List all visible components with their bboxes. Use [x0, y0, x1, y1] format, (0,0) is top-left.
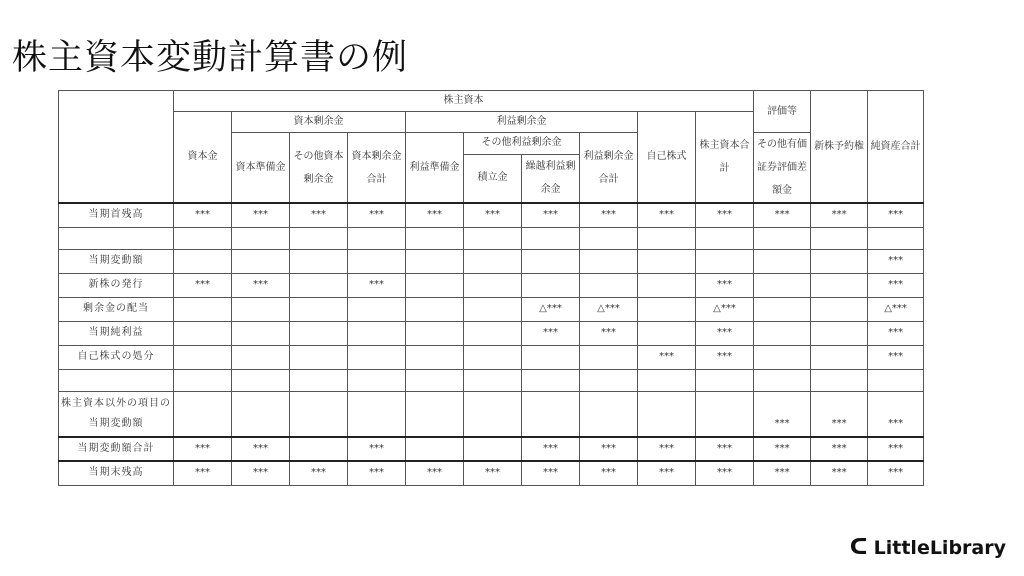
table-cell: *** — [754, 391, 811, 437]
table-cell — [638, 321, 696, 345]
table-cell — [696, 249, 754, 273]
table-body — [59, 203, 924, 485]
header-other-retained: その他利益剰余金 — [464, 133, 580, 155]
row-label: 当期変動額合計 — [59, 437, 174, 461]
table-cell — [406, 345, 464, 369]
table-row — [59, 437, 924, 461]
table-cell: *** — [232, 461, 290, 485]
table-cell: *** — [232, 203, 290, 227]
table-cell — [174, 297, 232, 321]
table-cell — [406, 297, 464, 321]
table-cell — [232, 227, 290, 249]
table-cell: *** — [580, 461, 638, 485]
table-cell — [811, 273, 868, 297]
table-row — [59, 203, 924, 227]
row-label: 当期末残高 — [59, 461, 174, 485]
table-cell: *** — [174, 461, 232, 485]
table-cell — [580, 391, 638, 437]
header-corner-cell — [59, 91, 174, 204]
table-cell — [522, 369, 580, 391]
table-cell — [754, 321, 811, 345]
table-cell: *** — [696, 345, 754, 369]
table-cell — [754, 273, 811, 297]
table-cell — [580, 227, 638, 249]
table-row — [59, 297, 924, 321]
table-cell — [290, 391, 348, 437]
table-cell: *** — [811, 437, 868, 461]
table-cell — [464, 297, 522, 321]
table-cell — [290, 437, 348, 461]
table-cell — [406, 391, 464, 437]
table-row — [59, 461, 924, 485]
table-cell — [174, 249, 232, 273]
table-cell: *** — [638, 345, 696, 369]
table-cell: *** — [868, 345, 924, 369]
table-cell: *** — [811, 203, 868, 227]
table-cell — [290, 297, 348, 321]
table-cell: *** — [580, 437, 638, 461]
table-cell — [754, 369, 811, 391]
header-equity-total: 株主資本合計 — [696, 112, 754, 204]
table-cell: *** — [290, 461, 348, 485]
table-cell — [348, 249, 406, 273]
row-label: 当期純利益 — [59, 321, 174, 345]
table-cell: *** — [232, 437, 290, 461]
table-cell — [290, 273, 348, 297]
table-cell — [174, 227, 232, 249]
table-cell: *** — [696, 321, 754, 345]
table-cell — [811, 297, 868, 321]
table-cell — [638, 297, 696, 321]
table-cell: *** — [811, 461, 868, 485]
table-cell: *** — [868, 461, 924, 485]
table-cell — [811, 321, 868, 345]
table-cell — [290, 249, 348, 273]
row-label: 当期変動額 — [59, 249, 174, 273]
table-row — [59, 273, 924, 297]
table-cell — [406, 369, 464, 391]
table-cell: *** — [464, 461, 522, 485]
row-label — [59, 227, 174, 249]
table-cell — [811, 249, 868, 273]
table-cell — [580, 345, 638, 369]
header-retained-carried: 繰越利益剰余金 — [522, 154, 580, 203]
table-cell: *** — [290, 203, 348, 227]
table-cell: *** — [696, 461, 754, 485]
table-cell: *** — [348, 203, 406, 227]
header-voluntary-reserve: 積立金 — [464, 154, 522, 203]
table-cell — [522, 249, 580, 273]
header-legal-reserve: 利益準備金 — [406, 133, 464, 204]
table-cell: *** — [174, 273, 232, 297]
table-cell — [464, 249, 522, 273]
table-cell — [580, 249, 638, 273]
table-cell: *** — [580, 321, 638, 345]
table-cell — [290, 369, 348, 391]
row-label: 当期首残高 — [59, 203, 174, 227]
row-label — [59, 369, 174, 391]
table-cell — [868, 369, 924, 391]
littlelibrary-logo — [850, 535, 1006, 560]
table-cell — [811, 345, 868, 369]
header-net-assets: 純資産合計 — [868, 91, 924, 204]
table-cell — [811, 227, 868, 249]
table-cell — [696, 227, 754, 249]
table-cell: △*** — [580, 297, 638, 321]
table-cell: *** — [174, 203, 232, 227]
table-cell: *** — [754, 203, 811, 227]
header-stock-options: 新株予約権 — [811, 91, 868, 204]
table-cell — [406, 437, 464, 461]
table-row — [59, 345, 924, 369]
row-label: 株主資本以外の項目の当期変動額 — [59, 391, 174, 437]
table-cell — [348, 297, 406, 321]
table-cell: *** — [522, 461, 580, 485]
table-cell — [232, 345, 290, 369]
table-row — [59, 249, 924, 273]
header-valuation: 評価等 — [754, 91, 811, 133]
table-cell: *** — [696, 203, 754, 227]
table-cell — [638, 249, 696, 273]
table-cell — [754, 249, 811, 273]
table-cell — [464, 273, 522, 297]
table-cell — [522, 345, 580, 369]
header-capital-reserve: 資本準備金 — [232, 133, 290, 204]
table-cell — [232, 369, 290, 391]
table-cell — [522, 273, 580, 297]
table-cell: *** — [232, 273, 290, 297]
table-cell — [464, 227, 522, 249]
table-cell: *** — [868, 273, 924, 297]
header-retained-total: 利益剰余金合計 — [580, 133, 638, 204]
table-cell — [638, 391, 696, 437]
table-cell: *** — [348, 273, 406, 297]
table-cell: *** — [696, 437, 754, 461]
table-cell — [464, 321, 522, 345]
table-row — [59, 321, 924, 345]
logo-text: LittleLibrary — [873, 536, 1006, 559]
table-cell — [406, 249, 464, 273]
table-cell: *** — [348, 461, 406, 485]
table-cell: △*** — [696, 297, 754, 321]
equity-statement-table — [58, 90, 924, 486]
table-cell: *** — [868, 321, 924, 345]
table-cell — [174, 321, 232, 345]
table-cell — [754, 227, 811, 249]
table-cell — [406, 227, 464, 249]
table-cell — [638, 227, 696, 249]
table-cell — [232, 297, 290, 321]
table-cell: *** — [868, 391, 924, 437]
table-cell — [348, 227, 406, 249]
table-cell — [696, 369, 754, 391]
header-retained-earnings: 利益剰余金 — [406, 112, 638, 133]
page-title: 株主資本変動計算書の例 — [12, 38, 409, 78]
table-cell — [348, 391, 406, 437]
table-row — [59, 391, 924, 437]
row-label: 自己株式の処分 — [59, 345, 174, 369]
table-cell — [406, 273, 464, 297]
table-cell — [174, 369, 232, 391]
table-cell: *** — [638, 461, 696, 485]
table-row — [59, 369, 924, 391]
table-cell — [754, 345, 811, 369]
table-cell: *** — [638, 437, 696, 461]
header-other-valuation: その他有価証券評価差額金 — [754, 133, 811, 204]
header-capital: 資本金 — [174, 112, 232, 204]
table-cell: *** — [868, 249, 924, 273]
table-cell — [348, 321, 406, 345]
table-cell: *** — [522, 437, 580, 461]
table-cell — [868, 227, 924, 249]
table-cell — [522, 391, 580, 437]
table-cell: *** — [638, 203, 696, 227]
table-cell — [754, 297, 811, 321]
table-cell — [290, 345, 348, 369]
header-treasury-stock: 自己株式 — [638, 112, 696, 204]
header-capital-surplus-total: 資本剰余金合計 — [348, 133, 406, 204]
table-cell: *** — [580, 203, 638, 227]
table-cell — [580, 369, 638, 391]
table-cell: *** — [464, 203, 522, 227]
table-cell — [348, 369, 406, 391]
table-cell — [638, 273, 696, 297]
table-cell — [290, 321, 348, 345]
table-cell: *** — [406, 203, 464, 227]
table-cell — [464, 345, 522, 369]
logo-c-icon: ᑕ — [849, 535, 868, 560]
table-cell — [522, 227, 580, 249]
table-row — [59, 227, 924, 249]
header-other-capital-surplus: その他資本剰余金 — [290, 133, 348, 204]
table-cell: *** — [868, 437, 924, 461]
table-cell: *** — [696, 273, 754, 297]
header-shareholders-equity: 株主資本 — [174, 91, 754, 112]
table-cell — [580, 273, 638, 297]
header-capital-surplus: 資本剰余金 — [232, 112, 406, 133]
table-cell: *** — [348, 437, 406, 461]
table-cell — [464, 391, 522, 437]
table-cell — [232, 391, 290, 437]
table-cell — [232, 249, 290, 273]
table-cell — [348, 345, 406, 369]
table-cell — [696, 391, 754, 437]
table-cell: *** — [754, 461, 811, 485]
table-cell — [174, 391, 232, 437]
table-cell: *** — [754, 437, 811, 461]
table-cell — [464, 369, 522, 391]
table-cell — [290, 227, 348, 249]
table-cell — [232, 321, 290, 345]
table-cell — [406, 321, 464, 345]
table-cell: *** — [406, 461, 464, 485]
table-cell: *** — [522, 203, 580, 227]
table-cell: *** — [811, 391, 868, 437]
table-cell — [638, 369, 696, 391]
table-cell — [174, 345, 232, 369]
table-cell — [464, 437, 522, 461]
row-label: 剰余金の配当 — [59, 297, 174, 321]
row-label: 新株の発行 — [59, 273, 174, 297]
table-cell: *** — [868, 203, 924, 227]
table-cell — [811, 369, 868, 391]
table-cell: △*** — [522, 297, 580, 321]
table-cell: △*** — [868, 297, 924, 321]
table-cell: *** — [522, 321, 580, 345]
table-cell: *** — [174, 437, 232, 461]
